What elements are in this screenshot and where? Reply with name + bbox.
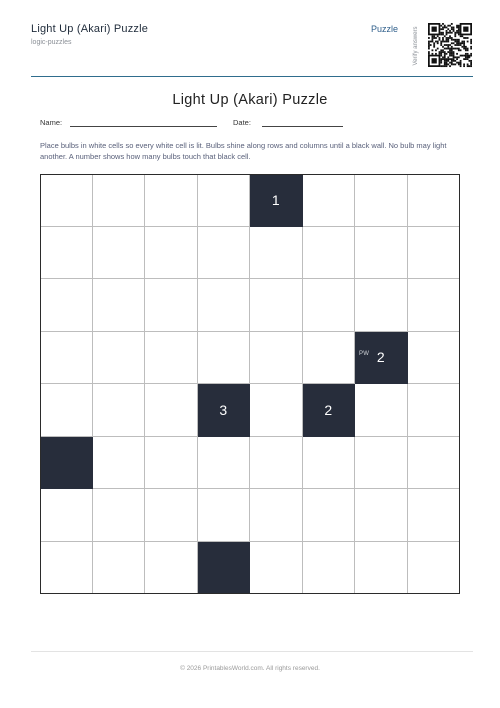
white-cell[interactable] (355, 542, 408, 595)
white-cell[interactable] (198, 227, 251, 280)
header-tag: Puzzle (371, 24, 399, 34)
white-cell[interactable] (93, 227, 146, 280)
page-title: Light Up (Akari) Puzzle (172, 92, 328, 108)
header-rule (31, 76, 473, 77)
white-cell[interactable] (250, 384, 303, 437)
white-cell[interactable] (145, 227, 198, 280)
white-cell[interactable] (355, 437, 408, 490)
white-cell[interactable] (198, 437, 251, 490)
white-cell[interactable] (40, 279, 93, 332)
white-cell[interactable] (93, 489, 146, 542)
date-label: Date: (233, 118, 251, 127)
white-cell[interactable] (355, 489, 408, 542)
white-cell[interactable] (355, 174, 408, 227)
header-subtitle: logic-puzzles (31, 39, 72, 46)
name-field[interactable] (70, 126, 217, 127)
white-cell[interactable] (93, 332, 146, 385)
date-field[interactable] (262, 126, 343, 127)
white-cell[interactable] (198, 332, 251, 385)
white-cell[interactable] (40, 384, 93, 437)
white-cell[interactable] (303, 279, 356, 332)
white-cell[interactable] (250, 279, 303, 332)
white-cell[interactable] (303, 437, 356, 490)
white-cell[interactable] (93, 279, 146, 332)
instructions: Place bulbs in white cells so every white cell is lit. Bulbs shine along rows and columns until a black wall. No bulb may light another. A number shows how many bulbs touch that black cell. (40, 141, 447, 161)
white-cell[interactable] (303, 227, 356, 280)
white-cell[interactable] (303, 489, 356, 542)
verify-answers-label: Verify answers (413, 26, 419, 66)
white-cell[interactable] (303, 332, 356, 385)
white-cell[interactable] (145, 332, 198, 385)
white-cell[interactable] (93, 437, 146, 490)
white-cell[interactable] (355, 384, 408, 437)
white-cell[interactable] (145, 279, 198, 332)
white-cell[interactable] (40, 174, 93, 227)
white-cell[interactable] (40, 489, 93, 542)
white-cell[interactable] (408, 437, 461, 490)
white-cell[interactable] (408, 332, 461, 385)
white-cell[interactable] (408, 174, 461, 227)
white-cell[interactable] (145, 437, 198, 490)
white-cell[interactable] (93, 384, 146, 437)
black-cell (198, 384, 251, 437)
puzzle-grid (40, 174, 460, 594)
black-cell (40, 437, 93, 490)
white-cell[interactable] (250, 332, 303, 385)
white-cell[interactable] (408, 384, 461, 437)
white-cell[interactable] (408, 279, 461, 332)
white-cell[interactable] (408, 227, 461, 280)
watermark: PW (359, 350, 370, 357)
white-cell[interactable] (355, 227, 408, 280)
cell-clue-number: 3 (219, 401, 228, 418)
white-cell[interactable] (145, 489, 198, 542)
white-cell[interactable] (145, 542, 198, 595)
white-cell[interactable] (93, 174, 146, 227)
white-cell[interactable] (408, 489, 461, 542)
name-label: Name: (40, 118, 63, 127)
white-cell[interactable] (250, 489, 303, 542)
white-cell[interactable] (145, 174, 198, 227)
white-cell[interactable] (40, 542, 93, 595)
footer-copyright: © 2026 PrintablesWorld.com. All rights reserved. (180, 665, 320, 672)
white-cell[interactable] (303, 174, 356, 227)
white-cell[interactable] (250, 437, 303, 490)
white-cell[interactable] (303, 542, 356, 595)
white-cell[interactable] (198, 279, 251, 332)
cell-clue-number: 2 (376, 349, 385, 366)
white-cell[interactable] (40, 332, 93, 385)
white-cell[interactable] (250, 227, 303, 280)
white-cell[interactable] (40, 227, 93, 280)
white-cell[interactable] (355, 279, 408, 332)
white-cell[interactable] (198, 489, 251, 542)
white-cell[interactable] (408, 542, 461, 595)
header-title: Light Up (Akari) Puzzle (31, 23, 149, 35)
white-cell[interactable] (145, 384, 198, 437)
black-cell (303, 384, 356, 437)
black-cell (198, 542, 251, 595)
white-cell[interactable] (250, 542, 303, 595)
black-cell (355, 332, 408, 385)
black-cell (250, 174, 303, 227)
white-cell[interactable] (198, 174, 251, 227)
cell-clue-number: 2 (324, 401, 333, 418)
qr-code-icon[interactable] (428, 17, 472, 73)
white-cell[interactable] (93, 542, 146, 595)
footer-rule (31, 651, 473, 652)
cell-clue-number: 1 (271, 191, 280, 208)
